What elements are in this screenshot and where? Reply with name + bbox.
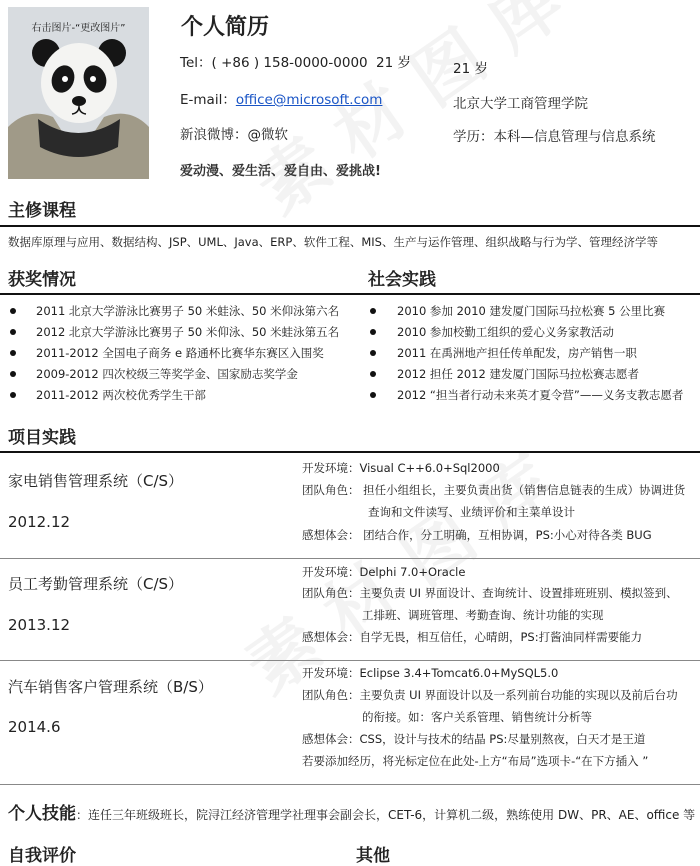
social-item: 2011 在禹洲地产担任传单配发，房产销售一职 (397, 346, 637, 360)
project-divider (0, 784, 700, 785)
skills-row (8, 799, 700, 824)
bullet (370, 329, 376, 335)
bullet (10, 371, 16, 377)
award-item: 2009-2012 四次校级三等奖学金、国家励志奖学金 (36, 367, 298, 381)
courses-title: 主修课程 (8, 201, 76, 221)
awards-title: 获奖情况 (8, 270, 76, 290)
project-line: 团队角色：主要负责 UI 界面设计、查询统计、设置排班班别、模拟签到、 (302, 586, 678, 600)
project-line: 开发环境：Eclipse 3.4+Tomcat6.0+MySQL5.0 (302, 666, 559, 680)
project-name: 员工考勤管理系统（C/S） (8, 575, 184, 593)
skills-text: ：连任三年班级班长，院浔江经济管理学社理事会副会长，CET-6，计算机二级，熟练使用 DW、PR、AE、office 等 (76, 808, 696, 822)
photo-caption: 右击图片-“更改图片” (31, 23, 126, 34)
email-link[interactable]: office@microsoft.com (235, 92, 383, 108)
bullet (10, 392, 16, 398)
project-name: 家电销售管理系统（C/S） (8, 472, 184, 490)
motto: 爱动漫、爱生活、爱自由、爱挑战! (180, 164, 381, 179)
social-item: 2012 “担当者行动未来英才夏令营”——义务支教志愿者 (397, 388, 684, 402)
school: 北京大学工商管理学院 (453, 96, 588, 112)
skills-title: 个人技能 (8, 804, 76, 824)
project-date: 2013.12 (8, 616, 71, 634)
email-row (180, 88, 382, 108)
project-line: 感想体会： 团结合作，分工明确，互相协调，PS:小心对待各类 BUG (302, 528, 652, 542)
award-item: 2012 北京大学游泳比赛男子 50 米仰泳、50 米蛙泳第五名 (36, 325, 340, 339)
social-item: 2010 参加 2010 建发厦门国际马拉松赛 5 公里比赛 (397, 304, 666, 318)
bullet (370, 392, 376, 398)
social-item: 2012 担任 2012 建发厦门国际马拉松赛志愿者 (397, 367, 639, 381)
project-line: 若要添加经历，将光标定位在此处-上方“布局”选项卡-“在下方插入 ” (302, 754, 649, 768)
profile-photo[interactable] (8, 7, 149, 179)
age: 21 岁 (453, 61, 488, 77)
project-divider (0, 558, 700, 559)
email-label: E-mail： (180, 92, 236, 108)
project-line: 查询和文件读写、业绩评价和主菜单设计 (368, 505, 575, 519)
courses-text: 数据库原理与应用、数据结构、JSP、UML、Java、ERP、软件工程、MIS、生产与运作管理、组织战略与行为学、管理经济学等 (8, 235, 658, 249)
project-line: 团队角色：主要负责 UI 界面设计以及一系列前台功能的实现以及前后台功 (302, 688, 678, 702)
award-item: 2011 北京大学游泳比赛男子 50 米蛙泳、50 米仰泳第六名 (36, 304, 340, 318)
social-title: 社会实践 (368, 270, 436, 290)
project-divider (0, 660, 700, 661)
bullet (370, 371, 376, 377)
phone-number: Tel：( +86 ) 158-0000-0000 (180, 55, 368, 71)
weibo: 新浪微博：@微软 (180, 127, 288, 143)
bullet (370, 308, 376, 314)
section-divider (0, 451, 700, 453)
project-line: 团队角色： 担任小组组长，主要负责出货（销售信息链表的生成）协调进货 (302, 483, 686, 497)
project-date: 2012.12 (8, 513, 71, 531)
other-title: 其他 (356, 846, 390, 866)
project-line: 的衔接。如：客户关系管理、销售统计分析等 (362, 710, 592, 724)
self-evaluation-title: 自我评价 (8, 846, 76, 866)
section-divider (0, 225, 700, 227)
bullet (10, 350, 16, 356)
project-date: 2014.6 (8, 718, 61, 736)
award-item: 2011-2012 全国电子商务 e 路通杯比赛华东赛区入围奖 (36, 346, 324, 360)
bullet (370, 350, 376, 356)
award-item: 2011-2012 两次校优秀学生干部 (36, 388, 206, 402)
projects-title: 项目实践 (8, 428, 76, 448)
project-name: 汽车销售客户管理系统（B/S） (8, 678, 213, 696)
watermark (233, 0, 580, 233)
education: 学历：本科—信息管理与信息系统 (453, 129, 656, 145)
age-overlap: 21 岁 (376, 55, 411, 71)
social-item: 2010 参加校勤工组织的爱心义务家教活动 (397, 325, 614, 339)
bullet (10, 308, 16, 314)
project-line: 工排班、调班管理、考勤查询、统计功能的实现 (362, 608, 604, 622)
section-divider (0, 293, 700, 295)
project-line: 感想体会：自学无畏，相互信任，心晴朗，PS:打酱油同样需要能力 (302, 630, 643, 644)
project-line: 开发环境：Visual C++6.0+Sql2000 (302, 461, 500, 475)
project-line: 感想体会：CSS，设计与技术的结晶 PS:尽量别熬夜，白天才是王道 (302, 732, 646, 746)
page-title: 个人简历 (181, 15, 270, 40)
project-line: 开发环境：Delphi 7.0+Oracle (302, 565, 466, 579)
bullet (10, 329, 16, 335)
